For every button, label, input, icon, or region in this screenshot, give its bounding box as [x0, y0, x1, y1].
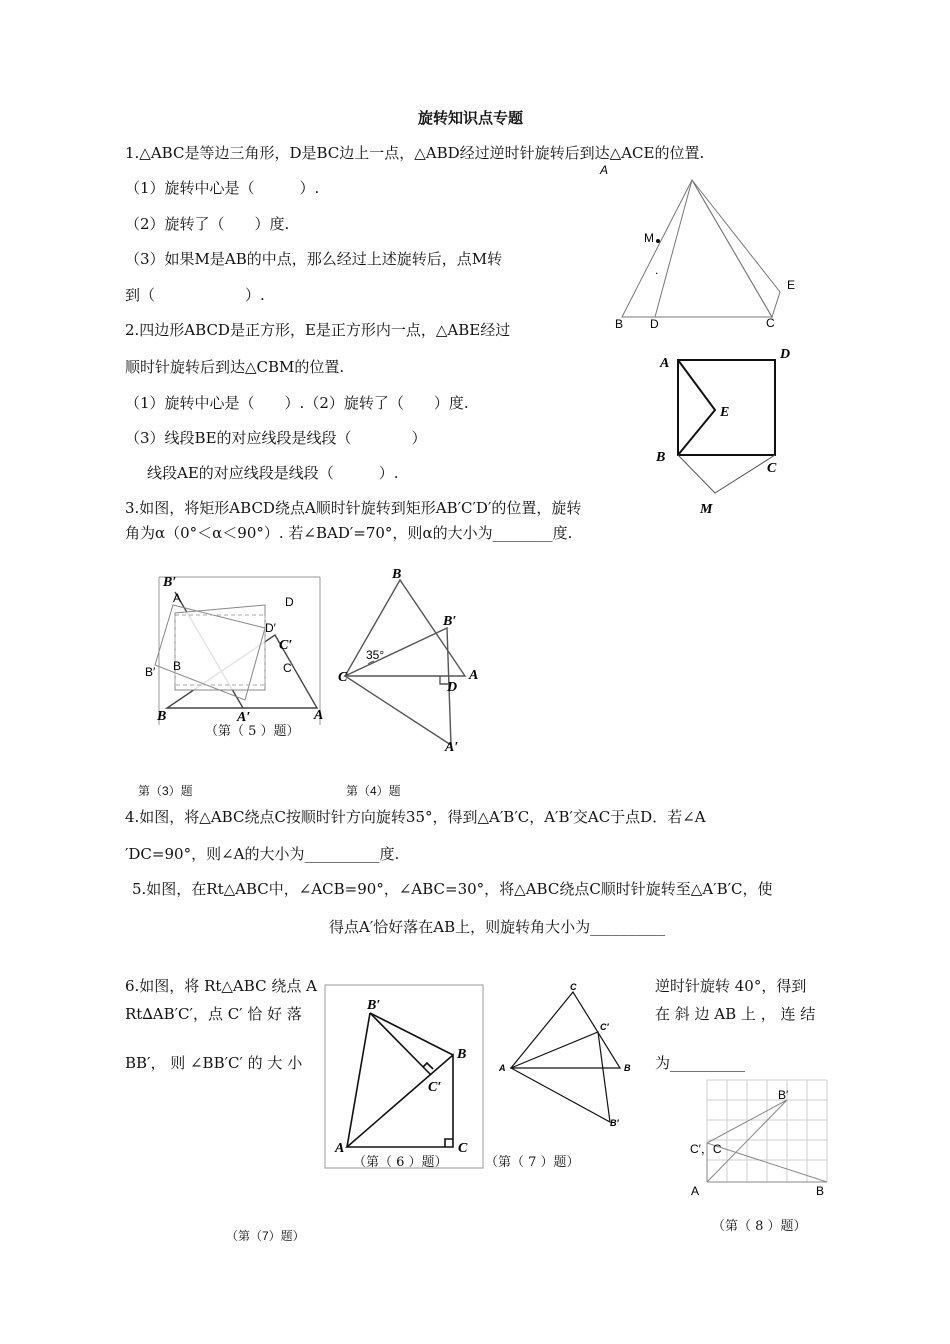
q3-line1: 3.如图，将矩形ABCD绕点A顺时针旋转到矩形AB′C′D′的位置，旋转	[125, 499, 582, 517]
q2-label-D: D	[780, 347, 791, 362]
q8-label-C1: C′，C	[690, 1142, 722, 1156]
q7-label-B: B	[624, 1063, 631, 1073]
q5-label-C1: C′	[279, 638, 293, 653]
q5-label-B2: B′	[145, 665, 156, 679]
figure-q4	[330, 565, 490, 760]
q4-label-C: C	[338, 670, 348, 685]
q8-label-B: B	[816, 1184, 825, 1198]
q4-label-A: A	[469, 668, 479, 683]
q7-label-C1: C′	[600, 1022, 609, 1032]
caption-fig7b: （第（7）题）	[226, 1229, 305, 1243]
figure-q5	[145, 570, 330, 745]
q2-stem-b: 顺时针旋转后到达△CBM的位置.	[125, 358, 345, 376]
figure-q7	[495, 980, 640, 1130]
figure-q6	[325, 985, 485, 1170]
q6-label-B1: B′	[367, 998, 381, 1013]
caption-fig3: 第（3）题	[138, 784, 193, 798]
q4-label-A1: A′	[445, 740, 459, 755]
q6-label-B: B	[457, 1047, 467, 1062]
q5-label-C: C	[283, 661, 292, 675]
q3-line2: 角为α（0°＜α＜90°）. 若∠BAD′=70°，则α的大小为________度.	[125, 524, 573, 542]
q5-label-D1: D′	[265, 621, 276, 635]
q1-label-B: B	[615, 317, 624, 331]
q2-stem-a: 2.四边形ABCD是正方形，E是正方形内一点，△ABE经过	[125, 321, 511, 339]
q1-label-dot: .	[655, 263, 659, 277]
q1-label-M: M	[644, 231, 654, 245]
q8-label-B1: B′	[778, 1088, 789, 1102]
q1-part3a: （3）如果M是AB的中点，那么经过上述旋转后，点M转	[125, 250, 503, 268]
q1-label-C: C	[766, 316, 775, 330]
page-title: 旋转知识点专题	[418, 109, 524, 127]
q2-label-M: M	[700, 502, 713, 517]
caption-fig5: （第（ 5 ）题）	[205, 724, 300, 739]
q6-label-A: A	[335, 1141, 345, 1156]
caption-fig4: 第（4）题	[346, 784, 401, 798]
q6-left3: BB′， 则 ∠BB′C′ 的 大 小	[125, 1054, 303, 1072]
q2-label-A: A	[660, 356, 670, 371]
q1-label-A: A	[600, 163, 609, 177]
q2-part4: 线段AE的对应线段是线段（ ）.	[147, 464, 399, 482]
q5-label-B3: B	[173, 659, 182, 673]
q8-label-A: A	[691, 1184, 700, 1198]
q6-label-C1: C′	[428, 1080, 442, 1095]
q7-label-C: C	[570, 982, 577, 992]
q6-right3: 为__________	[655, 1054, 746, 1072]
figure-q1	[600, 160, 820, 335]
q1-label-D: D	[650, 317, 659, 331]
q2-label-E: E	[720, 405, 730, 420]
caption-fig7a: （第（ 7 ）题）	[485, 1155, 580, 1170]
q4-label-angle: 35°	[366, 648, 385, 662]
q5-label-A1: A′	[237, 710, 251, 725]
q7-label-A: A	[499, 1063, 506, 1073]
figure-q8	[685, 1075, 835, 1205]
q5-label-B1: B′	[163, 575, 177, 590]
q1-label-E: E	[787, 278, 796, 292]
q6-left1: 6.如图，将 Rt△ABC 绕点 A	[125, 977, 317, 995]
q5-line1: 5.如图，在Rt△ABC中，∠ACB=90°，∠ABC=30°，将△ABC绕点C顺时针旋转至△A′B′C，使	[132, 880, 773, 898]
q5-label-B: B	[157, 709, 167, 724]
q1-stem: 1.△ABC是等边三角形，D是BC边上一点，△ABD经过逆时针旋转后到达△ACE的位置.	[125, 144, 705, 162]
q2-label-C: C	[767, 461, 777, 476]
caption-fig6: （第（ 6 ）题）	[353, 1155, 448, 1170]
q6-right1: 逆时针旋转 40°，得到	[655, 977, 807, 995]
caption-fig8: （第（ 8 ）题）	[712, 1219, 807, 1234]
q4-label-B1: B′	[443, 614, 457, 629]
q5-line2: 得点A′恰好落在AB上，则旋转角大小为__________	[329, 918, 666, 936]
q2-part1: （1）旋转中心是（ ）.（2）旋转了（ ）度.	[125, 394, 469, 412]
q4-line2: ′DC=90°，则∠A的大小为__________度.	[125, 845, 400, 863]
q1-part3b: 到（ ）.	[125, 286, 265, 304]
q1-part1: （1）旋转中心是（ ）.	[125, 179, 320, 197]
q5-label-A: A	[173, 591, 182, 605]
q2-label-B: B	[656, 450, 666, 465]
q7-label-B1: B′	[610, 1118, 619, 1128]
q1-part2: （2）旋转了（ ）度.	[125, 215, 290, 233]
q5-label-D: D	[285, 595, 294, 609]
q5-label-A2: A	[314, 708, 324, 723]
q6-label-C: C	[458, 1141, 468, 1156]
q6-right2: 在 斜 边 AB 上 ， 连 结	[655, 1005, 816, 1023]
q4-label-D: D	[447, 680, 458, 695]
q6-left2: Rt∆AB′C′，点 C′ 恰 好 落	[125, 1005, 302, 1023]
q4-label-B: B	[392, 567, 402, 582]
figure-q2	[650, 340, 810, 520]
q4-line1: 4.如图，将△ABC绕点C按顺时针方向旋转35°，得到△A′B′C，A′B′交AC于点D．若∠A	[125, 808, 706, 826]
q2-part3: （3）线段BE的对应线段是线段（ ）	[125, 429, 427, 447]
